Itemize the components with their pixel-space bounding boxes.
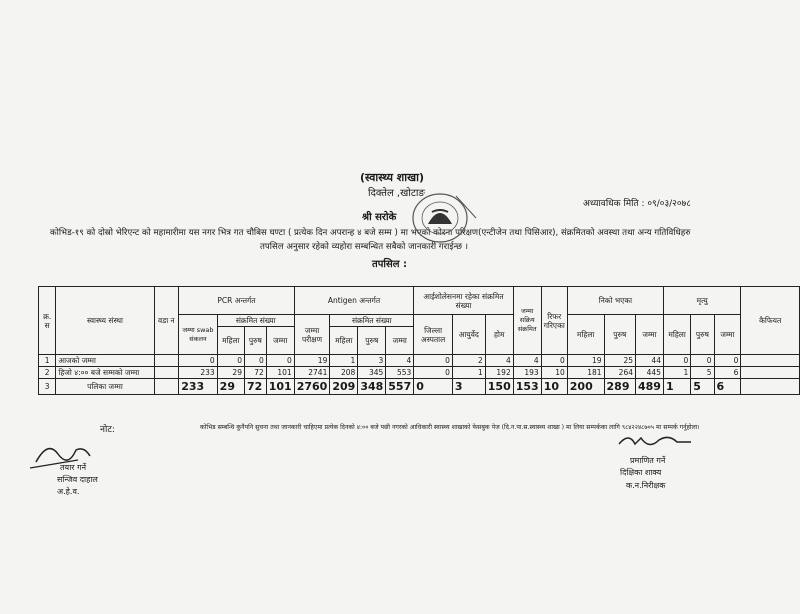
pcr-total-header: जम्मा [266, 327, 294, 355]
ag-total-header: जम्मा [386, 327, 414, 355]
cell-pcr: 101 [266, 367, 294, 379]
active-header: जम्मा सक्रिय संक्रमित [513, 287, 541, 355]
cell-antigen: 19 [294, 355, 330, 367]
prepared-label: तयार गर्ने [60, 463, 87, 472]
cell-isolation: 0 [414, 379, 453, 395]
pcr-swab-header: जम्मा swab संकलन [179, 315, 217, 355]
cell-antigen: 208 [330, 367, 358, 379]
cell-death: 0 [691, 355, 714, 367]
note-text: कोभिड सम्बन्धि कुनैपनि सुचना तथा जानकारी चाहिएमा प्रत्येक दिनको ४:०० बजे पछी नगरको आधिकारी स्वास्थ्य शाखाको फेसबुक पेज (दि.न.पा.स.स्वास्थ्य शाखा ) मा लिया सम्पर्कका लागि ९८४२२४८७०५ मा सम्पर्क गर्नुहोला। [200, 424, 700, 431]
prepared-name: सन्जिव दाहाल [57, 475, 98, 484]
cell-antigen: 2741 [294, 367, 330, 379]
recovered-group-header: निको भएका [567, 287, 663, 315]
cell-recovered: 200 [567, 379, 604, 395]
cell-ward [154, 367, 179, 379]
col-sn-header: क्र. स [39, 287, 56, 355]
antigen-total-header: जम्मा परीक्षण [294, 315, 330, 355]
cell-ward [154, 379, 179, 395]
district-hospital-header: जिल्ला अस्पताल [414, 315, 453, 355]
ayurved-header: आयुर्वेद [452, 315, 485, 355]
intro-line-1: कोभिड-१९ को दोस्रो भेरिएन्ट को महामारीमा यस नगर भित्र गत चौबिस घण्टा ( प्रत्येक दिन अपरान्ह ४ बजे सम्म ) मा भएको कोरना परिक्षण(एन्टीजेन तथा पिसिआर), संक्रमितको अवस्था तथा अन्य गतिविधिहरु [50, 228, 691, 238]
cell-recovered: 445 [636, 367, 664, 379]
cell-remarks [741, 379, 800, 395]
pcr-group-header: PCR अन्तर्गत [179, 287, 295, 315]
ag-male-header: पुरुष [358, 327, 386, 355]
death-total-header: जम्मा [714, 315, 741, 355]
cell-isolation: 0 [414, 355, 453, 367]
ag-female-header: महिला [330, 327, 358, 355]
cell-pcr: 0 [217, 355, 244, 367]
cell-recovered: 44 [636, 355, 664, 367]
office-name: श्री सरोके [362, 212, 397, 223]
note-label: नोट: [100, 425, 115, 435]
cell-death: 6 [714, 367, 741, 379]
cell-antigen: 557 [386, 379, 414, 395]
cell-antigen: 348 [358, 379, 386, 395]
cell-death: 1 [663, 367, 690, 379]
cell-antigen: 553 [386, 367, 414, 379]
tapasil-label: तपसिल : [372, 259, 407, 270]
cell-death: 0 [714, 355, 741, 367]
pcr-male-header: पुरुष [244, 327, 266, 355]
cell-sn: 3 [39, 379, 56, 395]
cell-remarks [741, 355, 800, 367]
rec-total-header: जम्मा [636, 315, 664, 355]
cell-isolation: 4 [485, 355, 513, 367]
rec-male-header: पुरुष [604, 315, 635, 355]
refer-header: रिफर गरिएका [541, 287, 567, 355]
cell-antigen: 2760 [294, 379, 330, 395]
cell-pcr: 0 [179, 355, 217, 367]
cell-recovered: 19 [567, 355, 604, 367]
cell-refer: 10 [541, 367, 567, 379]
home-header: होम [485, 315, 513, 355]
cell-pcr: 29 [217, 379, 244, 395]
cell-recovered: 264 [604, 367, 635, 379]
isolation-group-header: आईशोलेसनमा रहेका संक्रमित संख्या [414, 287, 513, 315]
cell-antigen: 1 [330, 355, 358, 367]
cell-antigen: 209 [330, 379, 358, 395]
cell-death: 0 [663, 355, 690, 367]
cell-isolation: 192 [485, 367, 513, 379]
cell-isolation: 0 [414, 367, 453, 379]
cell-pcr: 0 [266, 355, 294, 367]
cell-active: 4 [513, 355, 541, 367]
cell-isolation: 3 [452, 379, 485, 395]
col-institution-header: स्वास्थ्य संस्था [56, 287, 154, 355]
cell-pcr: 233 [179, 367, 217, 379]
cell-pcr: 233 [179, 379, 217, 395]
cell-recovered: 25 [604, 355, 635, 367]
cell-death: 5 [691, 367, 714, 379]
cell-antigen: 4 [386, 355, 414, 367]
cell-sn: 2 [39, 367, 56, 379]
pcr-female-header: महिला [217, 327, 244, 355]
rec-female-header: महिला [567, 315, 604, 355]
antigen-group-header: Antigen अन्तर्गत [294, 287, 414, 315]
cell-remarks [741, 367, 800, 379]
intro-line-2: तपसिल अनुसार रहेको व्यहोरा सम्बन्धित सबैको जानकारी गराईन्छ । [260, 242, 469, 252]
cell-death: 1 [663, 379, 690, 395]
office-title: (स्वास्थ्य शाखा) [360, 171, 424, 184]
cell-isolation: 1 [452, 367, 485, 379]
cell-refer: 0 [541, 355, 567, 367]
cell-active: 153 [513, 379, 541, 395]
cell-isolation: 2 [452, 355, 485, 367]
cell-institution: आजको जम्मा [56, 355, 154, 367]
cell-antigen: 3 [358, 355, 386, 367]
office-seal [410, 190, 480, 250]
cell-recovered: 489 [636, 379, 664, 395]
cell-pcr: 72 [244, 379, 266, 395]
death-female-header: महिला [663, 315, 690, 355]
death-male-header: पुरुष [691, 315, 714, 355]
cell-antigen: 345 [358, 367, 386, 379]
cell-refer: 10 [541, 379, 567, 395]
cell-pcr: 29 [217, 367, 244, 379]
cell-recovered: 181 [567, 367, 604, 379]
cell-isolation: 150 [485, 379, 513, 395]
cell-death: 6 [714, 379, 741, 395]
col-ward-header: वडा न [154, 287, 179, 355]
cell-active: 193 [513, 367, 541, 379]
cell-pcr: 0 [244, 355, 266, 367]
update-date: अध्यावधिक मिति : ०९/०३/२०७८ [583, 199, 691, 209]
table-row [39, 367, 800, 379]
cell-sn: 1 [39, 355, 56, 367]
office-place: दिक्तेल ,खोटाङ [368, 188, 425, 199]
verified-label: प्रमाणित गर्ने [630, 456, 666, 465]
cell-institution: हिजो ४:०० बजे सम्मको जम्मा [56, 367, 154, 379]
cell-pcr: 101 [266, 379, 294, 395]
death-group-header: मृत्यु [663, 287, 740, 315]
antigen-infected-header: संक्रमित संख्या [330, 315, 414, 327]
verified-title: क.न.निरीक्षक [626, 481, 666, 490]
cell-recovered: 289 [604, 379, 635, 395]
covid-report-table [38, 286, 800, 395]
cell-pcr: 72 [244, 367, 266, 379]
cell-death: 5 [691, 379, 714, 395]
cell-ward [154, 355, 179, 367]
remarks-header: कैफियत [741, 287, 800, 355]
verified-name: दिक्षिका शाक्य [620, 468, 662, 477]
table-row [39, 355, 800, 367]
table-row [39, 379, 800, 395]
cell-institution: पलिका जम्मा [56, 379, 154, 395]
pcr-infected-header: संक्रमित संख्या [217, 315, 294, 327]
prepared-title: अ.हे.व. [57, 487, 80, 496]
